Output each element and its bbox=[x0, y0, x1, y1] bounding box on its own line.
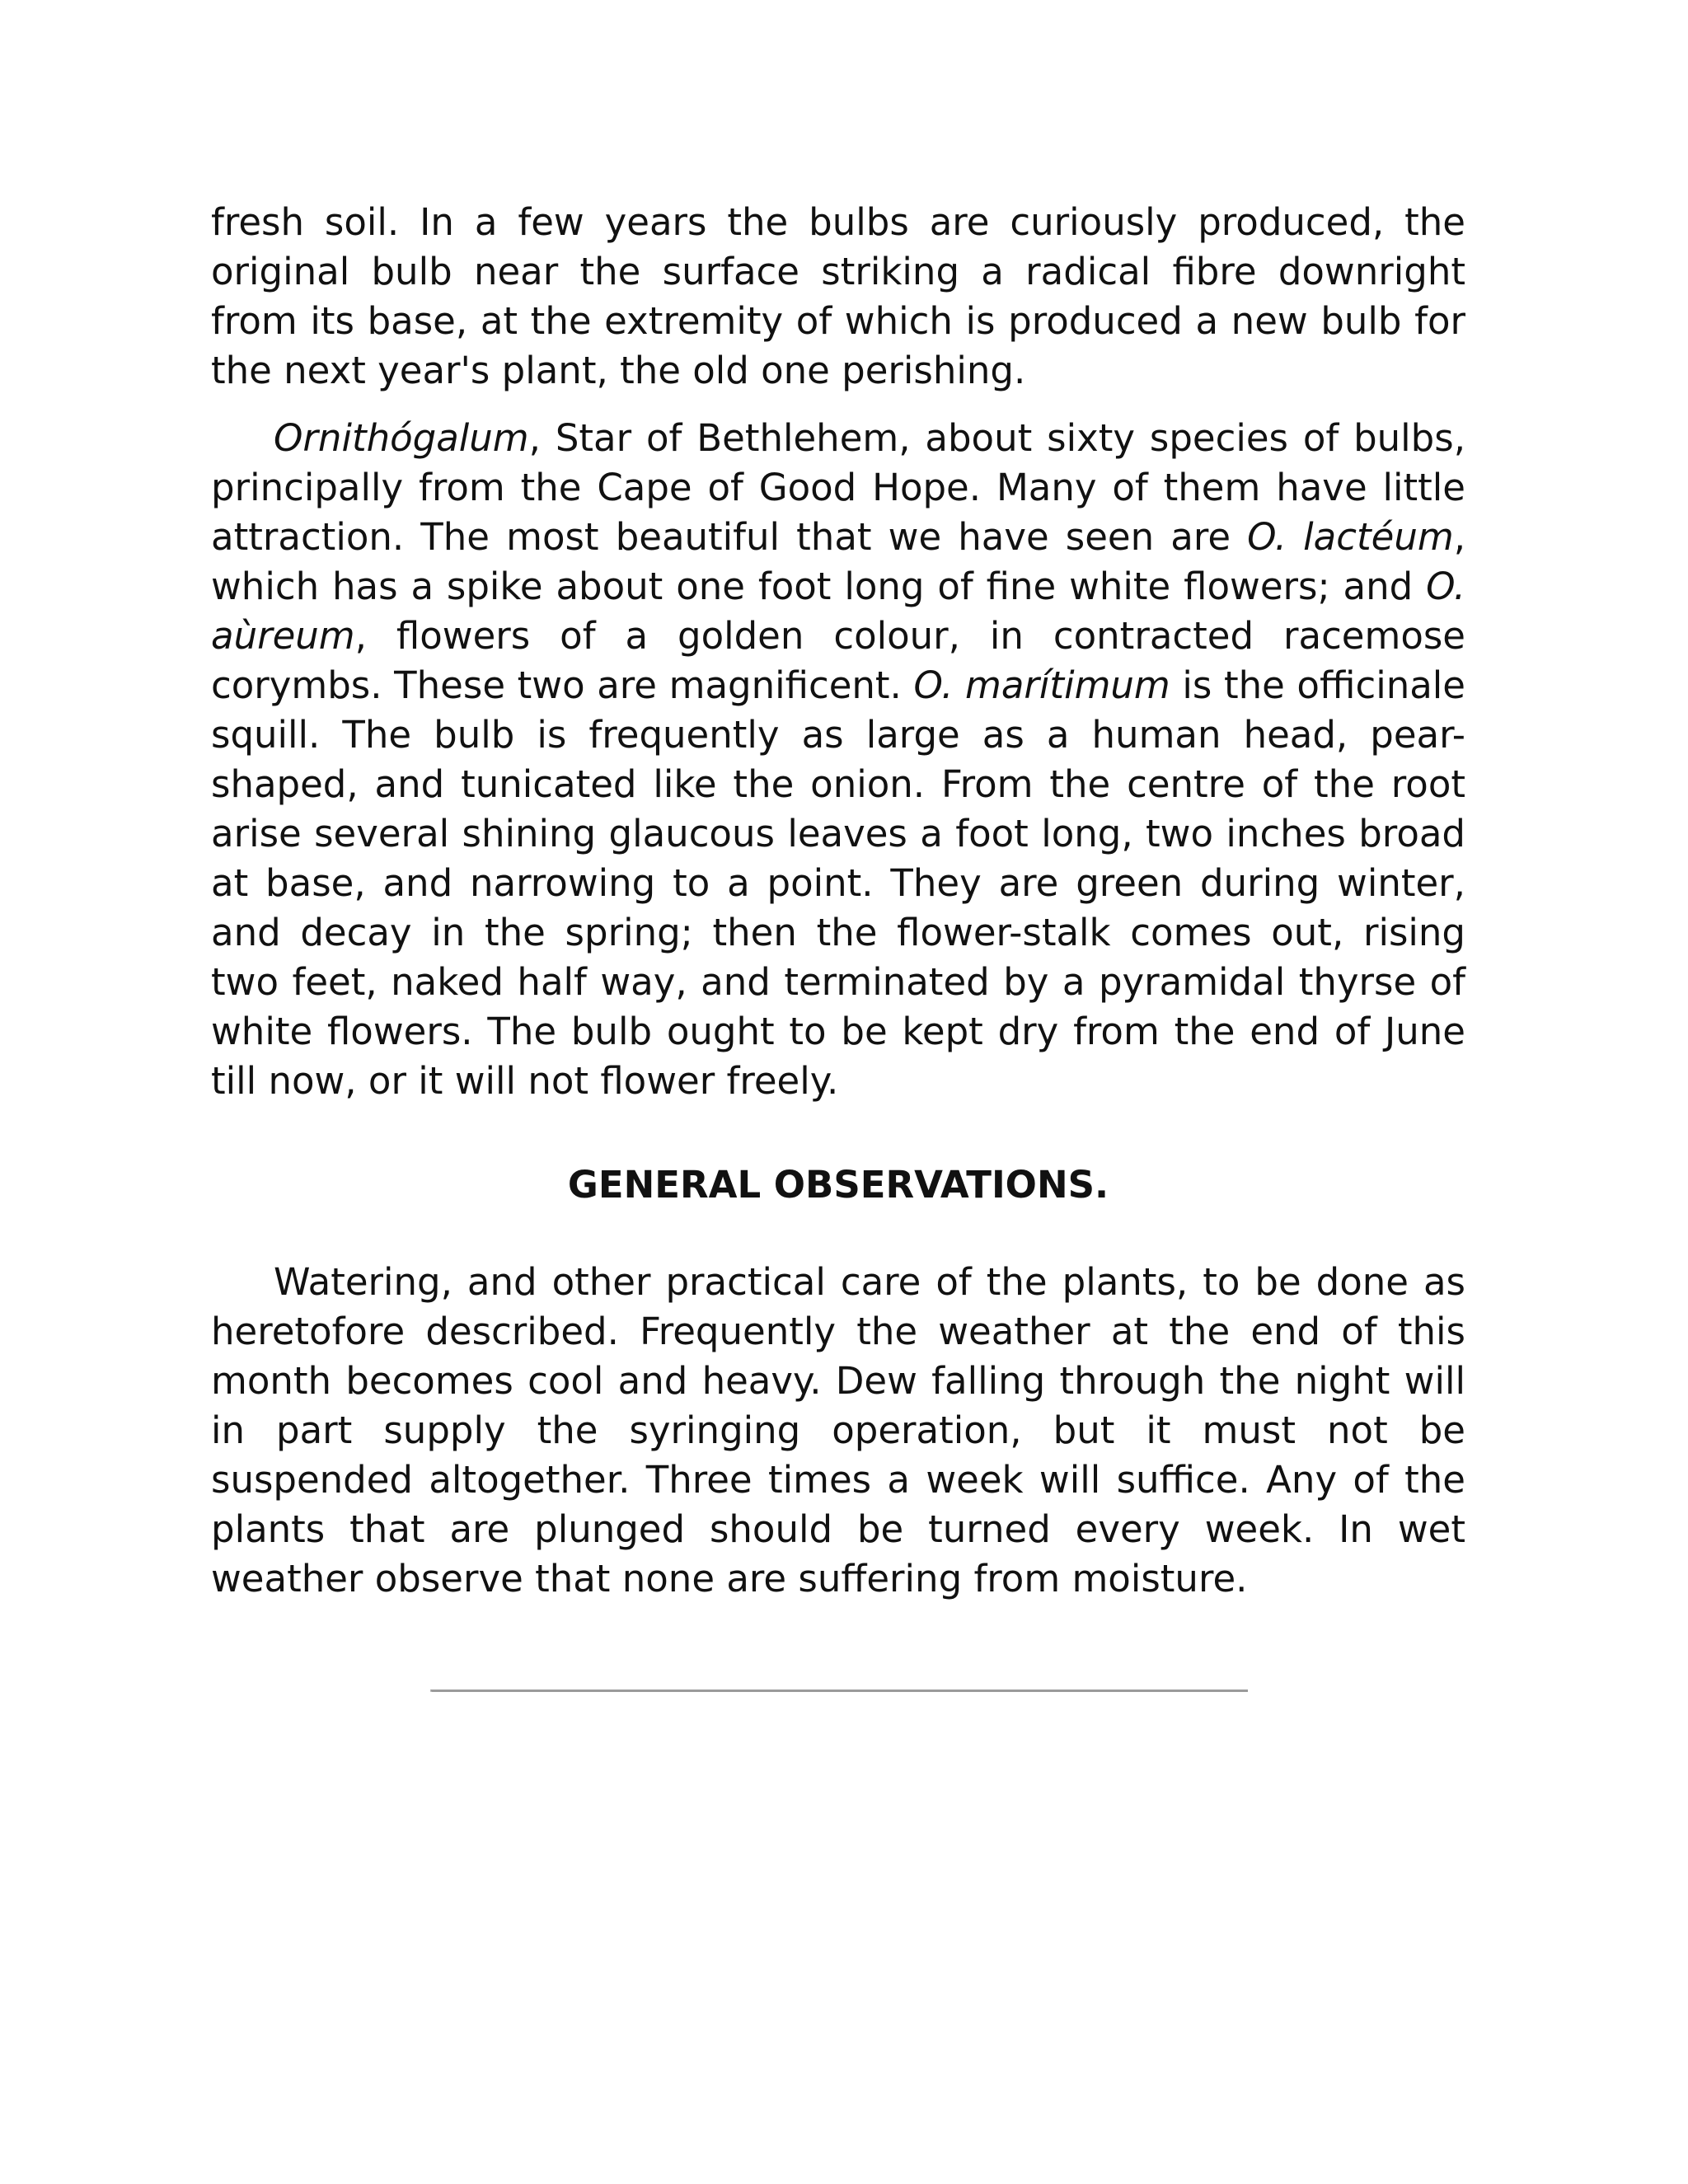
paragraph-bulbs-continued bbox=[211, 198, 1465, 396]
species-name-aureum: O. aùreum bbox=[211, 565, 1465, 658]
paragraph-text: , Star of Bethlehem, about sixty species of bulbs, principally from the Cape of Good Hope. Many of them have little attraction. The most beautiful that we have seen are bbox=[211, 416, 1465, 559]
species-name-maritimum: O. marítimum bbox=[913, 663, 1170, 707]
paragraph-text: Watering, and other practical care of the plants, to be done as heretofore described. Frequently the weather at the end of this month becomes cool and heavy. Dew falling through the night will in part supply the syringing operation, but it must not be suspended altogether. Three times a week will suffice. Any of the plants that are plunged should be turned every week. In wet weather observe that none are suffering from moisture. bbox=[211, 1260, 1465, 1601]
horizontal-rule bbox=[430, 1690, 1248, 1692]
paragraph-text: , flowers of a golden colour, in contracted racemose corymbs. These two are magnificent. bbox=[211, 614, 1465, 707]
species-name-lacteum: O. lactéum bbox=[1247, 515, 1454, 559]
paragraph-text: fresh soil. In a few years the bulbs are curiously produced, the original bulb near the surface striking a radical fibre downright from its base, at the extremity of which is produced a new bulb for the next year's plant, the old one perishing. bbox=[211, 200, 1465, 392]
paragraph-text: is the officinale squill. The bulb is frequently as large as a human head, pear-shaped, and tunicated like the onion. From the centre of the root arise several shining glaucous leaves a foot long, two inches broad at base, and narrowing to a point. They are green during winter, and decay in the spring; then the flower-stalk comes out, rising two feet, naked half way, and terminated by a pyramidal thyrse of white flowers. The bulb ought to be kept dry from the end of June till now, or it will not flower freely. bbox=[211, 663, 1465, 1103]
paragraph-general-observations bbox=[211, 1258, 1465, 1604]
section-heading: GENERAL OBSERVATIONS. bbox=[567, 1163, 1109, 1207]
paragraph-text: , which has a spike about one foot long of fine white flowers; and bbox=[211, 515, 1465, 608]
page-body bbox=[211, 198, 1465, 1604]
genus-name: Ornithógalum bbox=[274, 416, 529, 460]
paragraph-ornithogalum bbox=[211, 414, 1465, 1106]
